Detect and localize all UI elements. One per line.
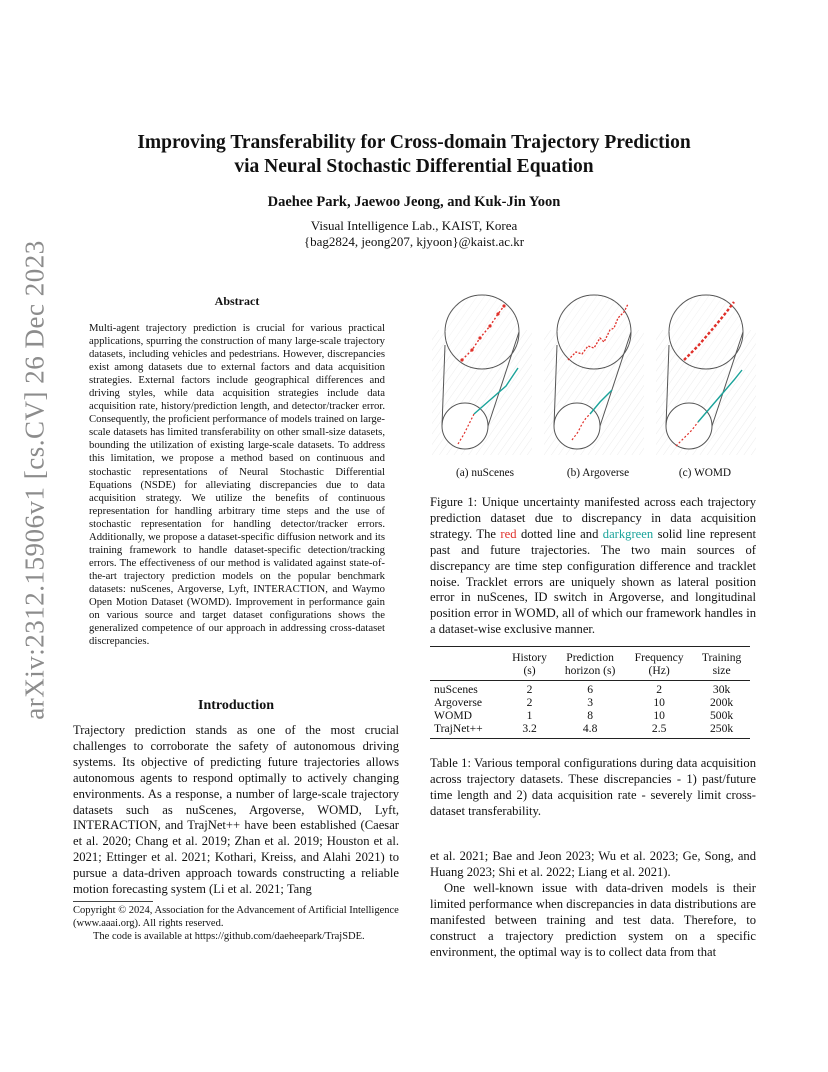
table-cell: 2 bbox=[526, 696, 533, 709]
introduction-heading: Introduction bbox=[198, 698, 274, 713]
table-top-rule bbox=[430, 646, 750, 647]
subfigure-c-label: (c) WOMD bbox=[678, 467, 732, 479]
table-cell: 200k bbox=[709, 696, 734, 709]
header-cell: Frequency bbox=[634, 651, 684, 664]
table-row bbox=[430, 722, 750, 735]
author-emails[interactable]: {bag2824, jeong207, kjyoon}@kaist.ac.kr bbox=[303, 234, 525, 249]
subfigure-a-label: (a) nuScenes bbox=[455, 467, 515, 479]
paper-title-line-2: via Neural Stochastic Differential Equation bbox=[234, 156, 594, 177]
config-table bbox=[430, 651, 750, 735]
table-cell: 2 bbox=[656, 683, 663, 696]
subfigure-b-label: (b) Argoverse bbox=[566, 467, 630, 479]
paper-title-line-1: Improving Transferability for Cross-domain Trajectory Prediction bbox=[137, 132, 691, 153]
figure-1-caption bbox=[430, 495, 756, 638]
abstract-heading: Abstract bbox=[214, 294, 260, 308]
table-cell: 2 bbox=[526, 683, 533, 696]
table-cell: TrajNet++ bbox=[434, 722, 483, 735]
right-column-text-2: One well-known issue with data-driven models is their limited performance when discrepancies in data distributions are manifested between training and test data. Therefore, to construct a trajectory prediction system on a specific environment, the optimal way is to collect data from that bbox=[430, 881, 756, 959]
affiliation: Visual Intelligence Lab., KAIST, Korea bbox=[310, 218, 518, 233]
panel-c-womd bbox=[656, 295, 756, 455]
figure-1 bbox=[430, 290, 756, 462]
header-cell: Training bbox=[701, 651, 742, 664]
caption-part-2: dotted line and bbox=[516, 526, 603, 541]
table-cell: 2.5 bbox=[651, 722, 667, 735]
table-1 bbox=[430, 646, 750, 739]
table-bottom-rule bbox=[430, 738, 750, 739]
table-cell: nuScenes bbox=[434, 683, 478, 696]
table-cell: 30k bbox=[712, 683, 731, 696]
copyright-footnote: Copyright © 2024, Association for the Advancement of Artificial Intelligence (www.aaai.org). All rights reserved. bbox=[73, 905, 399, 929]
code-footnote[interactable]: The code is available at https://github.com/daeheepark/TrajSDE. bbox=[93, 931, 365, 942]
caption-red-word: red bbox=[500, 526, 517, 541]
caption-part-3: solid line represent past and future trajectories. The two main sources of discrepancy are time step configuration difference and tracklet noise. Tracklet errors are uniquely shown as lateral position error in nuScenes, ID switch in Argoverse, and longitudinal position error in WOMD, all of which our framework handles in a dataset-wise exclusive manner. bbox=[430, 526, 756, 637]
table-cell: 8 bbox=[587, 709, 594, 722]
table-cell: 10 bbox=[653, 696, 665, 709]
abstract-body: Multi-agent trajectory prediction is crucial for various practical applications, spurring the construction of many large-scale trajectory datasets, including vehicles and pedestrians. However, discrepancies exist among datasets due to external factors and data acquisition strategies. External factors include geographical differences and driving styles, while data acquisition strategies include data acquisition rate, history/prediction length, and detector/tracker error. Consequently, the proficient performance of models trained on large-scale datasets has limited transferability on other small-size datasets, bounding the utilization of existing large-scale datasets. To address this limitation, we propose a method based on continuous and stochastic representations of Neural Stochastic Differential Equations (NSDE) for alleviating discrepancies due to data acquisition strategy. We utilize the benefits of continuous representation for handling arbitrary time steps and the use of stochastic representation for handling detector/tracker errors. Additionally, we propose a dataset-specific diffusion network and its training framework to handle dataset-specific detection/tracking errors. The effectiveness of our method is validated against state-of-the-art trajectory prediction models on the popular benchmark datasets: nuScenes, Argoverse, Lyft, INTERACTION, and Waymo Open Motion Dataset (WOMD). Improvement in performance gain on various source and target dataset configurations shows the generalized competence of our approach in addressing cross-dataset discrepancies. bbox=[89, 322, 385, 648]
table-cell: 500k bbox=[709, 709, 734, 722]
table-header-row-2 bbox=[430, 664, 750, 677]
figure-1-panels bbox=[430, 290, 756, 462]
table-cell: 250k bbox=[709, 722, 734, 735]
table-mid-rule bbox=[430, 680, 750, 681]
header-cell: (s) bbox=[523, 664, 536, 677]
arxiv-side-stamp bbox=[0, 240, 70, 720]
table-cell: WOMD bbox=[434, 709, 472, 722]
header-cell bbox=[430, 651, 504, 664]
table-row bbox=[430, 696, 750, 709]
introduction-body: Trajectory prediction stands as one of the most crucial challenges to corroborate the safety of autonomous driving systems. Its objective of predicting future trajectories allows autonomous agents to respond optimally to actively changing environments. As a response, a number of large-scale trajectory datasets such as nuScenes, Argoverse, WOMD, Lyft, INTERACTION, and TrajNet++ have been established (Caesar et al. 2020; Chang et al. 2019; Zhan et al. 2019; Houston et al. 2021; Ettinger et al. 2021; Kothari, Kreiss, and Alahi 2021) to pursue a data-driven approach towards constructing a reliable motion forecasting system (Li et al. 2021; Tang bbox=[73, 723, 399, 897]
table-cell: 6 bbox=[587, 683, 594, 696]
right-column-text-1: et al. 2021; Bae and Jeon 2023; Wu et al. 2023; Ge, Song, and Huang 2023; Shi et al. 2022; Liang et al. 2021). bbox=[430, 849, 756, 879]
author-list: Daehee Park, Jaewoo Jeong, and Kuk-Jin Yoon bbox=[267, 194, 561, 210]
table-cell: 1 bbox=[526, 709, 533, 722]
table-cell: 4.8 bbox=[582, 722, 598, 735]
table-1-caption: Table 1: Various temporal configurations during data acquisition across trajectory datasets. These discrepancies - 1) past/future time length and 2) data acquisition rate - severely limit cross-dataset transferability. bbox=[430, 756, 756, 818]
table-header-row-1 bbox=[430, 651, 750, 664]
header-cell bbox=[430, 664, 504, 677]
footnote-rule bbox=[73, 901, 153, 902]
caption-green-word: darkgreen bbox=[602, 526, 654, 541]
header-cell: size bbox=[712, 664, 731, 677]
table-cell: 10 bbox=[653, 709, 665, 722]
table-cell: 3.2 bbox=[522, 722, 537, 735]
header-cell: (Hz) bbox=[648, 664, 670, 677]
table-cell: 3 bbox=[587, 696, 594, 709]
caption-part-1: Figure 1: Unique uncertainty manifested across each trajectory prediction dataset due to discrepancy in data acquisition strategy. The bbox=[430, 495, 756, 541]
table-row bbox=[430, 683, 750, 696]
panel-b-argoverse bbox=[544, 295, 644, 455]
table-row bbox=[430, 709, 750, 722]
header-cell: horizon (s) bbox=[564, 664, 616, 677]
header-cell: History bbox=[512, 651, 547, 664]
table-cell: Argoverse bbox=[434, 696, 483, 709]
arxiv-stamp-text: arXiv:2312.15906v1 [cs.CV] 26 Dec 2023 bbox=[19, 240, 50, 720]
header-cell: Prediction bbox=[566, 651, 614, 664]
panel-a-nuscenes bbox=[432, 295, 532, 455]
